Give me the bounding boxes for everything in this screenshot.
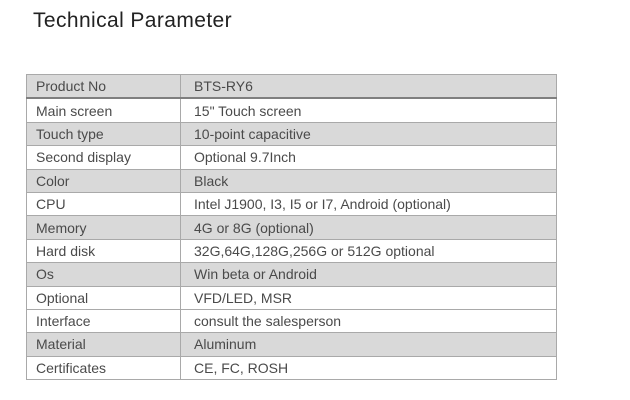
table-row <box>27 216 557 239</box>
param-value: Optional 9.7Inch <box>181 146 557 169</box>
table-row <box>27 98 557 122</box>
param-label: CPU <box>27 192 181 215</box>
param-label: Os <box>27 263 181 286</box>
table-row <box>27 239 557 262</box>
table-row <box>27 286 557 309</box>
table-row <box>27 333 557 356</box>
param-label: Interface <box>27 309 181 332</box>
param-label: Memory <box>27 216 181 239</box>
table-row <box>27 75 557 99</box>
table-row <box>27 309 557 332</box>
table-row <box>27 356 557 379</box>
param-value: Intel J1900, I3, I5 or I7, Android (optional) <box>181 192 557 215</box>
param-label: Certificates <box>27 356 181 379</box>
param-value: VFD/LED, MSR <box>181 286 557 309</box>
param-value: Win beta or Android <box>181 263 557 286</box>
param-label: Color <box>27 169 181 192</box>
param-label: Optional <box>27 286 181 309</box>
table-row <box>27 122 557 145</box>
param-label: Hard disk <box>27 239 181 262</box>
param-value: consult the salesperson <box>181 309 557 332</box>
param-label: Main screen <box>27 98 181 122</box>
param-label: Product No <box>27 75 181 99</box>
param-value: 15" Touch screen <box>181 98 557 122</box>
param-value: 4G or 8G (optional) <box>181 216 557 239</box>
table-row <box>27 169 557 192</box>
param-label: Touch type <box>27 122 181 145</box>
table-row <box>27 263 557 286</box>
param-value: CE, FC, ROSH <box>181 356 557 379</box>
param-label: Second display <box>27 146 181 169</box>
param-value: 10-point capacitive <box>181 122 557 145</box>
param-label: Material <box>27 333 181 356</box>
spec-table-body <box>27 75 557 380</box>
param-value: BTS-RY6 <box>181 75 557 99</box>
page-title: Technical Parameter <box>33 9 233 32</box>
param-value: Aluminum <box>181 333 557 356</box>
spec-table <box>26 74 557 380</box>
param-value: Black <box>181 169 557 192</box>
param-value: 32G,64G,128G,256G or 512G optional <box>181 239 557 262</box>
table-row <box>27 192 557 215</box>
table-row <box>27 146 557 169</box>
